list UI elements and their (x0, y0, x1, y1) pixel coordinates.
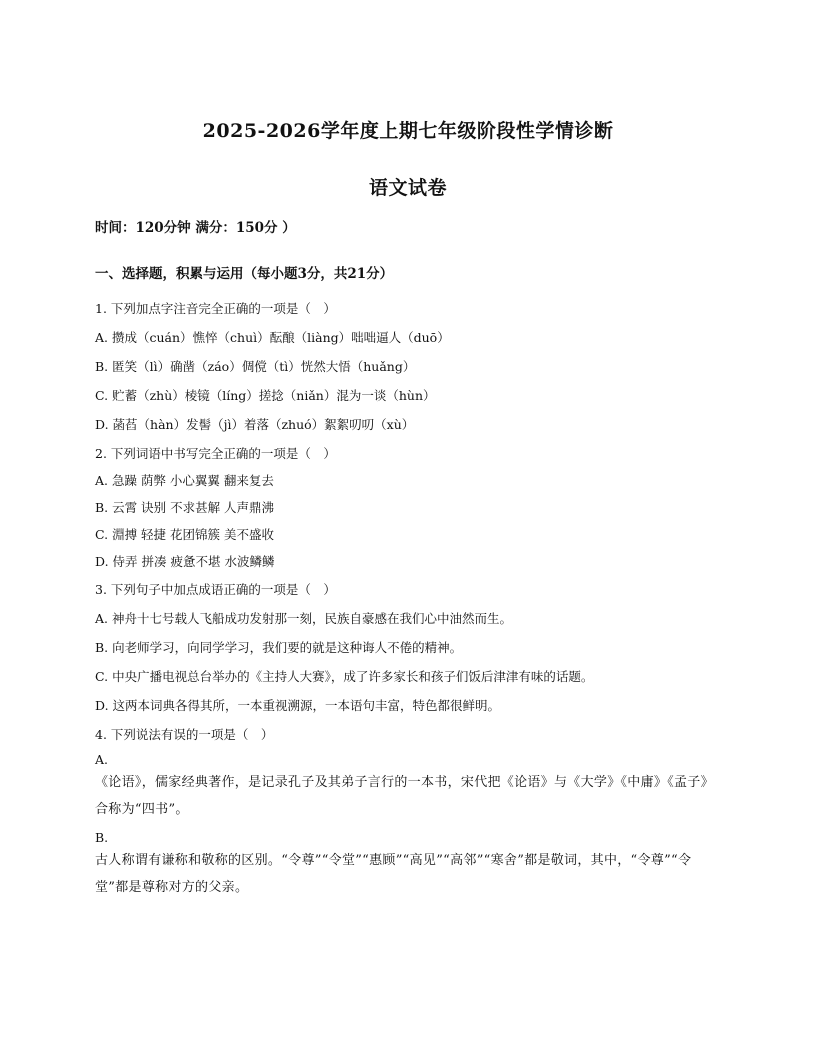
question-2-option-d: D. 侍弄 拼凑 疲惫不堪 水波鳞鳞 (95, 554, 275, 569)
exam-main-title: 2025-2026学年度上期七年级阶段性学情诊断 (202, 120, 614, 142)
question-4-option-a-label: A. (95, 752, 109, 767)
question-2-stem: 2. 下列词语中书写完全正确的一项是（ ） (95, 446, 336, 461)
question-4-option-b-label: B. (95, 830, 109, 845)
question-1-stem: 1. 下列加点字注音完全正确的一项是（ ） (95, 301, 336, 316)
question-2-option-c: C. 淵搏 轻捷 花团锦簇 美不盛收 (95, 527, 274, 542)
question-1-option-c: C. 贮蓄（zhù）棱镜（líng）搓捻（niǎn）混为一谈（hùn） (95, 388, 436, 403)
question-1-option-a: A. 攒成（cuán）憔悴（chuì）酝酿（liàng）咄咄逼人（duō） (95, 330, 450, 345)
question-1-option-b: B. 匿笑（lì）确凿（záo）倜傥（tì）恍然大悟（huǎng） (95, 359, 416, 374)
question-4-option-b-text: 古人称谓有谦称和敬称的区别。“令尊”“令堂”“惠顾”“高见”“高邻”“寒舍”都是敬词，其中，“令尊”“令堂”都是尊称对方的父亲。 (95, 853, 692, 895)
question-3-option-d: D. 这两本词典各得其所，一本重视溯源，一本语句丰富，特色都很鲜明。 (95, 698, 501, 713)
question-3-option-b: B. 向老师学习，向同学学习，我们要的就是这种诲人不倦的精神。 (95, 640, 463, 655)
question-3-stem: 3. 下列句子中加点成语正确的一项是（ ） (95, 582, 336, 597)
question-2-option-a: A. 急躁 荫弊 小心翼翼 翻来复去 (95, 473, 274, 488)
section-heading: 一、选择题，积累与运用（每小题3分，共21分） (95, 266, 394, 282)
question-4-option-a-text: 《论语》，儒家经典著作，是记录孔子及其弟子言行的一本书，宋代把《论语》与《大学》《中庸》《孟子》合称为“四书”。 (95, 775, 714, 817)
exam-subject-title: 语文试卷 (368, 177, 447, 199)
question-3-option-a: A. 神舟十七号载人飞船成功发射那一刻，民族自豪感在我们心中油然而生。 (95, 611, 512, 626)
question-1-option-d: D. 菡萏（hàn）发髻（jì）着落（zhuó）絮絮叨叨（xù） (95, 417, 415, 432)
question-3-option-c: C. 中央广播电视总台举办的《主持人大赛》，成了许多家长和孩子们饭后津津有味的话题。 (95, 669, 594, 684)
question-4-stem: 4. 下列说法有误的一项是（ ） (95, 727, 274, 742)
exam-time-score: 时间：120分钟 满分：150分 ） (95, 220, 296, 236)
question-2-option-b: B. 云霄 诀别 不求甚解 人声鼎沸 (95, 500, 275, 515)
